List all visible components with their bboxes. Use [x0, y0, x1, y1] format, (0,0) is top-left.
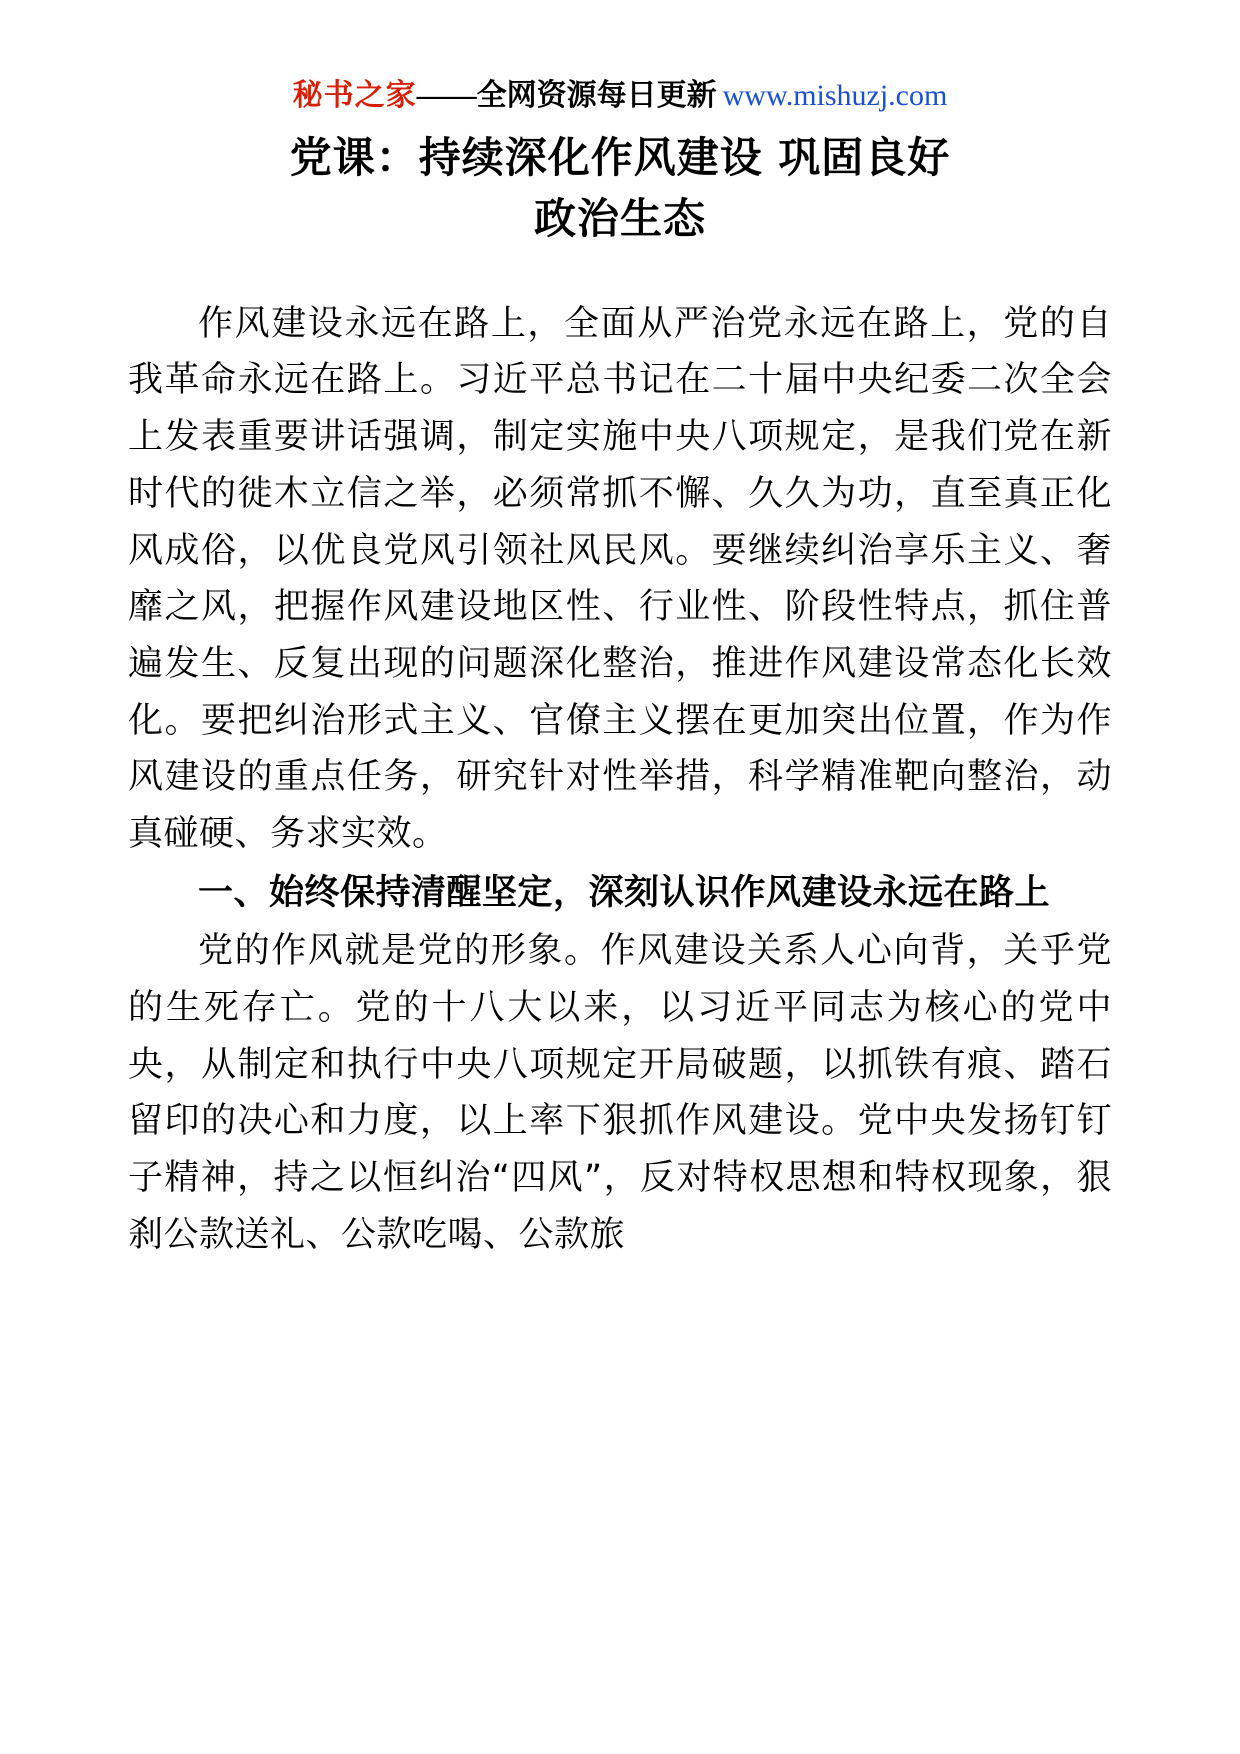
watermark-tagline: 全网资源每日更新	[476, 79, 717, 112]
site-watermark	[128, 78, 1112, 114]
watermark-dash: ——	[416, 79, 477, 112]
paragraph-1: 作风建设永远在路上，全面从严治党永远在路上，党的自我革命永远在路上。习近平总书记在二十届中央纪委二次全会上发表重要讲话强调，制定实施中央八项规定，是我们党在新时代的徙木立信之举，必须常抓不懈、久久为功，直至真正化风成俗，以优良党风引领社风民风。要继续纠治享乐主义、奢靡之风，把握作风建设地区性、行业性、阶段性特点，抓住普遍发生、反复出现的问题深化整治，推进作风建设常态化长效化。要把纠治形式主义、官僚主义摆在更加突出位置，作为作风建设的重点任务，研究针对性举措，科学精准靶向整治，动真碰硬、务求实效。	[128, 303, 1112, 854]
section-heading-1: 一、始终保持清醒坚定，深刻认识作风建设永远在路上	[198, 872, 1051, 913]
page-title	[128, 128, 1112, 250]
watermark-site-url[interactable]: www.mishuzj.com	[722, 79, 948, 112]
paragraph-2: 党的作风就是党的形象。作风建设关系人心向背，关乎党的生死存亡。党的十八大以来，以习近平同志为核心的党中央，从制定和执行中央八项规定开局破题，以抓铁有痕、踏石留印的决心和力度，以上率下狠抓作风建设。党中央发扬钉钉子精神，持之以恒纠治“四风”，反对特权思想和特权现象，狠刹公款送礼、公款吃喝、公款旅	[128, 931, 1112, 1255]
watermark-brand: 秘书之家	[292, 79, 417, 112]
document-body	[128, 296, 1112, 1264]
page-title-line-2: 政治生态	[533, 193, 706, 243]
page-title-line-1: 党课：持续深化作风建设 巩固良好	[289, 133, 951, 182]
